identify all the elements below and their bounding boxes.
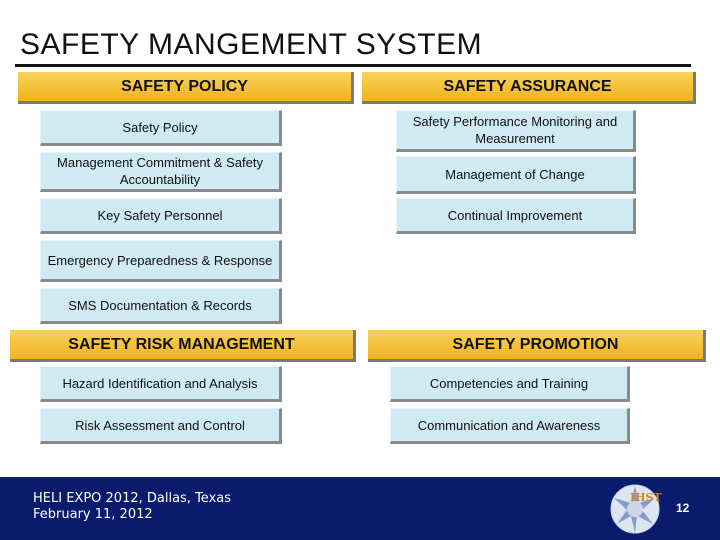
- safety-assurance-header: SAFETY ASSURANCE: [362, 72, 696, 104]
- assurance-item-performance-monitoring: Safety Performance Monitoring and Measurement: [396, 110, 636, 152]
- policy-item-management-commitment: Management Commitment & Safety Accountability: [40, 152, 282, 192]
- assurance-item-continual-improvement: Continual Improvement: [396, 198, 636, 234]
- policy-item-key-safety-personnel: Key Safety Personnel: [40, 198, 282, 234]
- safety-risk-management-header: SAFETY RISK MANAGEMENT: [10, 330, 356, 362]
- footer-bar: [0, 477, 720, 540]
- footer-event-line: HELI EXPO 2012, Dallas, Texas: [33, 491, 232, 506]
- page-number: 12: [676, 501, 690, 515]
- safety-promotion-header: SAFETY PROMOTION: [368, 330, 706, 362]
- safety-policy-header: SAFETY POLICY: [18, 72, 354, 104]
- ihst-logo-icon: [608, 483, 662, 535]
- risk-item-risk-assessment: Risk Assessment and Control: [40, 408, 282, 444]
- policy-item-safety-policy: Safety Policy: [40, 110, 282, 146]
- promotion-item-communication-awareness: Communication and Awareness: [390, 408, 630, 444]
- policy-item-emergency-preparedness: Emergency Preparedness & Response: [40, 240, 282, 282]
- footer-event-text: [33, 491, 231, 523]
- promotion-item-competencies-training: Competencies and Training: [390, 366, 630, 402]
- svg-text:IHST: IHST: [630, 491, 662, 504]
- title-rule: [15, 64, 691, 67]
- page-title: SAFETY MANGEMENT SYSTEM: [20, 28, 483, 61]
- risk-item-hazard-identification: Hazard Identification and Analysis: [40, 366, 282, 402]
- policy-item-sms-documentation: SMS Documentation & Records: [40, 288, 282, 324]
- footer-date-line: February 11, 2012: [33, 507, 153, 522]
- assurance-item-management-of-change: Management of Change: [396, 156, 636, 194]
